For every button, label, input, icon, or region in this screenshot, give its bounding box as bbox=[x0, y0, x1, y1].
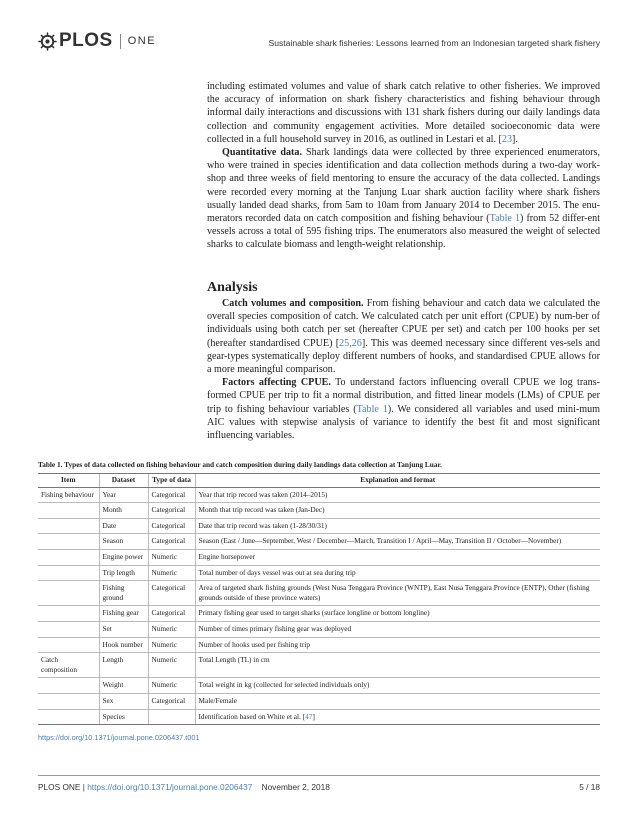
table-row bbox=[38, 581, 600, 606]
table-row bbox=[38, 487, 600, 503]
citation-link[interactable]: 23 bbox=[501, 133, 512, 145]
cell-item bbox=[38, 518, 99, 534]
citation-link[interactable]: 47 bbox=[305, 711, 313, 721]
cell-type: Numeric bbox=[148, 621, 195, 637]
logo-plos-text: PLOS bbox=[59, 30, 113, 51]
table-doi-link[interactable]: https://doi.org/10.1371/journal.pone.0206437.t001 bbox=[38, 733, 200, 742]
cell-dataset: Set bbox=[99, 621, 148, 637]
footer-journal: PLOS ONE | bbox=[38, 782, 88, 792]
cell-item bbox=[38, 606, 99, 622]
paragraph-text: ) from 52 differ-ent vessels across a total of 595 fishing trips. The enumerators also measured the weight of selected sharks to calculate biomass and length-weight relationship. bbox=[207, 213, 601, 251]
cell-dataset: Date bbox=[99, 518, 148, 534]
cell-item bbox=[38, 637, 99, 653]
cell-explanation: Total Length (TL) in cm bbox=[195, 653, 600, 678]
cell-type: Numeric bbox=[148, 653, 195, 678]
table-row bbox=[38, 693, 600, 709]
footer-date: November 2, 2018 bbox=[261, 782, 330, 792]
cell-explanation: Engine horsepower bbox=[195, 549, 600, 565]
table-row bbox=[38, 637, 600, 653]
cell-type: Categorical bbox=[148, 606, 195, 622]
table-row bbox=[38, 534, 600, 550]
cell-explanation: Male/Female bbox=[195, 693, 600, 709]
citation-link[interactable]: 25,26 bbox=[339, 337, 362, 349]
cell-explanation bbox=[195, 709, 600, 725]
cell-item bbox=[38, 565, 99, 581]
paragraph-factors-cpue bbox=[207, 376, 600, 442]
cell-explanation: Date that trip record was taken (1-28/30/31) bbox=[195, 518, 600, 534]
cell-item bbox=[38, 581, 99, 606]
cell-dataset: Fishing ground bbox=[99, 581, 148, 606]
table-caption: Table 1. Types of data collected on fishing behaviour and catch composition during daily landings data collection at Tanjung Luar. bbox=[38, 460, 442, 469]
logo-one-text: ONE bbox=[127, 35, 157, 47]
cell-item bbox=[38, 709, 99, 725]
cell-text: ] bbox=[312, 711, 315, 721]
paragraph-text: ]. bbox=[511, 133, 518, 145]
table-row bbox=[38, 503, 600, 519]
paragraph-text: ]. This was deemed necessary since different ves-sels and gear-types systematically deploy different numbers of hooks, and standardised CPUE allows for a more meaningful comparison. bbox=[207, 337, 601, 376]
footer-divider bbox=[38, 775, 600, 776]
cell-dataset: Month bbox=[99, 503, 148, 519]
cell-explanation: Area of targeted shark fishing grounds (West Nusa Tenggara Province (WNTP), East Nusa Tenggara Province (ENTP), Other (fishing grounds outside of these province waters) bbox=[195, 581, 600, 606]
cell-dataset: Engine power bbox=[99, 549, 148, 565]
cell-dataset: Species bbox=[99, 709, 148, 725]
cell-type: Categorical bbox=[148, 534, 195, 550]
cell-dataset: Season bbox=[99, 534, 148, 550]
cell-item: Fishing behaviour bbox=[38, 487, 99, 503]
column-header-item: Item bbox=[38, 474, 99, 488]
cell-explanation: Total number of days vessel was out at sea during trip bbox=[195, 565, 600, 581]
cell-type: Categorical bbox=[148, 487, 195, 503]
cell-type: Numeric bbox=[148, 637, 195, 653]
cell-type: Numeric bbox=[148, 678, 195, 694]
paragraph-text: To understand factors influencing overall CPUE we log trans-formed CPUE per trip to fit a normal distribution, and fitted linear models (LMs) of CPUE per trip to fishing behaviour variables ( bbox=[207, 377, 600, 415]
cell-type: Numeric bbox=[148, 565, 195, 581]
cell-type: Categorical bbox=[148, 518, 195, 534]
cell-explanation: Total weight in kg (collected for selected individuals only) bbox=[195, 678, 600, 694]
cell-item bbox=[38, 534, 99, 550]
table-row bbox=[38, 606, 600, 622]
footer-citation bbox=[38, 782, 330, 792]
paragraph-text: From fishing behaviour and catch data we calculated the overall species composition of catch. We calculated catch per unit effort (CPUE) by num-ber of individuals using both catch per set (hereafter CPUE per set) and catch per 100 hooks per set (hereafter standardised CPUE) [ bbox=[207, 298, 600, 349]
plos-logo-icon bbox=[38, 32, 57, 51]
cell-dataset: Trip length bbox=[99, 565, 148, 581]
table-row bbox=[38, 518, 600, 534]
table-row bbox=[38, 621, 600, 637]
page-number: 5 / 18 bbox=[579, 782, 600, 792]
column-header-explanation: Explanation and format bbox=[195, 474, 600, 488]
data-table bbox=[38, 473, 600, 725]
table-header-row bbox=[38, 474, 600, 488]
footer-doi-link[interactable]: https://doi.org/10.1371/journal.pone.0206437 bbox=[87, 782, 253, 792]
cell-item bbox=[38, 549, 99, 565]
runin-heading: Factors affecting CPUE. bbox=[222, 377, 331, 389]
cell-explanation: Number of times primary fishing gear was deployed bbox=[195, 621, 600, 637]
page-header bbox=[38, 30, 600, 52]
cell-type: Categorical bbox=[148, 503, 195, 519]
paragraph-intro bbox=[207, 80, 600, 146]
cell-dataset: Year bbox=[99, 487, 148, 503]
body-text-upper bbox=[207, 80, 600, 252]
runin-heading: Catch volumes and composition. bbox=[222, 298, 364, 309]
cell-explanation: Number of hooks used per fishing trip bbox=[195, 637, 600, 653]
table-link[interactable]: Table 1 bbox=[356, 403, 388, 415]
cell-dataset: Weight bbox=[99, 678, 148, 694]
cell-item bbox=[38, 693, 99, 709]
section-heading-analysis: Analysis bbox=[207, 280, 258, 295]
paragraph-catch-volumes bbox=[207, 297, 600, 376]
cell-item bbox=[38, 503, 99, 519]
column-header-type: Type of data bbox=[148, 474, 195, 488]
table-row bbox=[38, 709, 600, 725]
cell-dataset: Fishing gear bbox=[99, 606, 148, 622]
cell-explanation: Month that trip record was taken (Jan-Dec) bbox=[195, 503, 600, 519]
table-row bbox=[38, 678, 600, 694]
cell-type: Categorical bbox=[148, 693, 195, 709]
paragraph-quantitative-data bbox=[207, 146, 600, 252]
cell-type bbox=[148, 709, 195, 725]
table-row bbox=[38, 565, 600, 581]
table-link[interactable]: Table 1 bbox=[489, 213, 521, 225]
paragraph-text: including estimated volumes and value of shark catch relative to other fisheries. We improved the accuracy of information on shark fishery characteristics and fishing behaviour through informal daily interactions and discussions with 131 shark fishers during our daily landings data collection and community engagement activities. More detailed socioeconomic data were collected in a full household survey in 2016, as outlined in Lestari et al. [ bbox=[207, 81, 600, 145]
running-title: Sustainable shark fisheries: Lessons learned from an Indonesian targeted shark fishery bbox=[268, 38, 600, 48]
paragraph-text: Shark landings data were collected by three experienced enumerators, who were trained in species identification and data collection methods during a two-day work-shop and three weeks of field mentoring to ensure the accuracy of the data collected. Landings were recorded every morning at the Tanjung Luar shark auction facility where shark fishers usually landed dead sharks, from 5am to 10am from January 2014 to December 2015. The enu-merators recorded data on catch composition and fishing behaviour ( bbox=[207, 147, 600, 225]
cell-item: Catch composition bbox=[38, 653, 99, 678]
cell-dataset: Length bbox=[99, 653, 148, 678]
logo-divider bbox=[120, 34, 121, 49]
cell-dataset: Sex bbox=[99, 693, 148, 709]
cell-type: Categorical bbox=[148, 581, 195, 606]
cell-item bbox=[38, 678, 99, 694]
table-row bbox=[38, 549, 600, 565]
cell-explanation: Primary fishing gear used to target sharks (surface longline or bottom longline) bbox=[195, 606, 600, 622]
cell-explanation: Season (East / June—September, West / December—March, Transition I / April—May, Transition II / October—November) bbox=[195, 534, 600, 550]
body-text-analysis bbox=[207, 297, 600, 442]
cell-explanation: Year that trip record was taken (2014–2015) bbox=[195, 487, 600, 503]
cell-dataset: Hook number bbox=[99, 637, 148, 653]
column-header-dataset: Dataset bbox=[99, 474, 148, 488]
paragraph-text: ). We considered all variables and used mini-mum AIC values with stepwise analysis of variance to identify the best fit and most significant influencing variables. bbox=[207, 403, 600, 442]
plos-one-logo[interactable] bbox=[38, 30, 156, 52]
cell-type: Numeric bbox=[148, 549, 195, 565]
runin-heading: Quantitative data. bbox=[222, 147, 302, 159]
cell-item bbox=[38, 621, 99, 637]
table-row bbox=[38, 653, 600, 678]
cell-text: Identification based on White et al. [ bbox=[198, 711, 306, 721]
